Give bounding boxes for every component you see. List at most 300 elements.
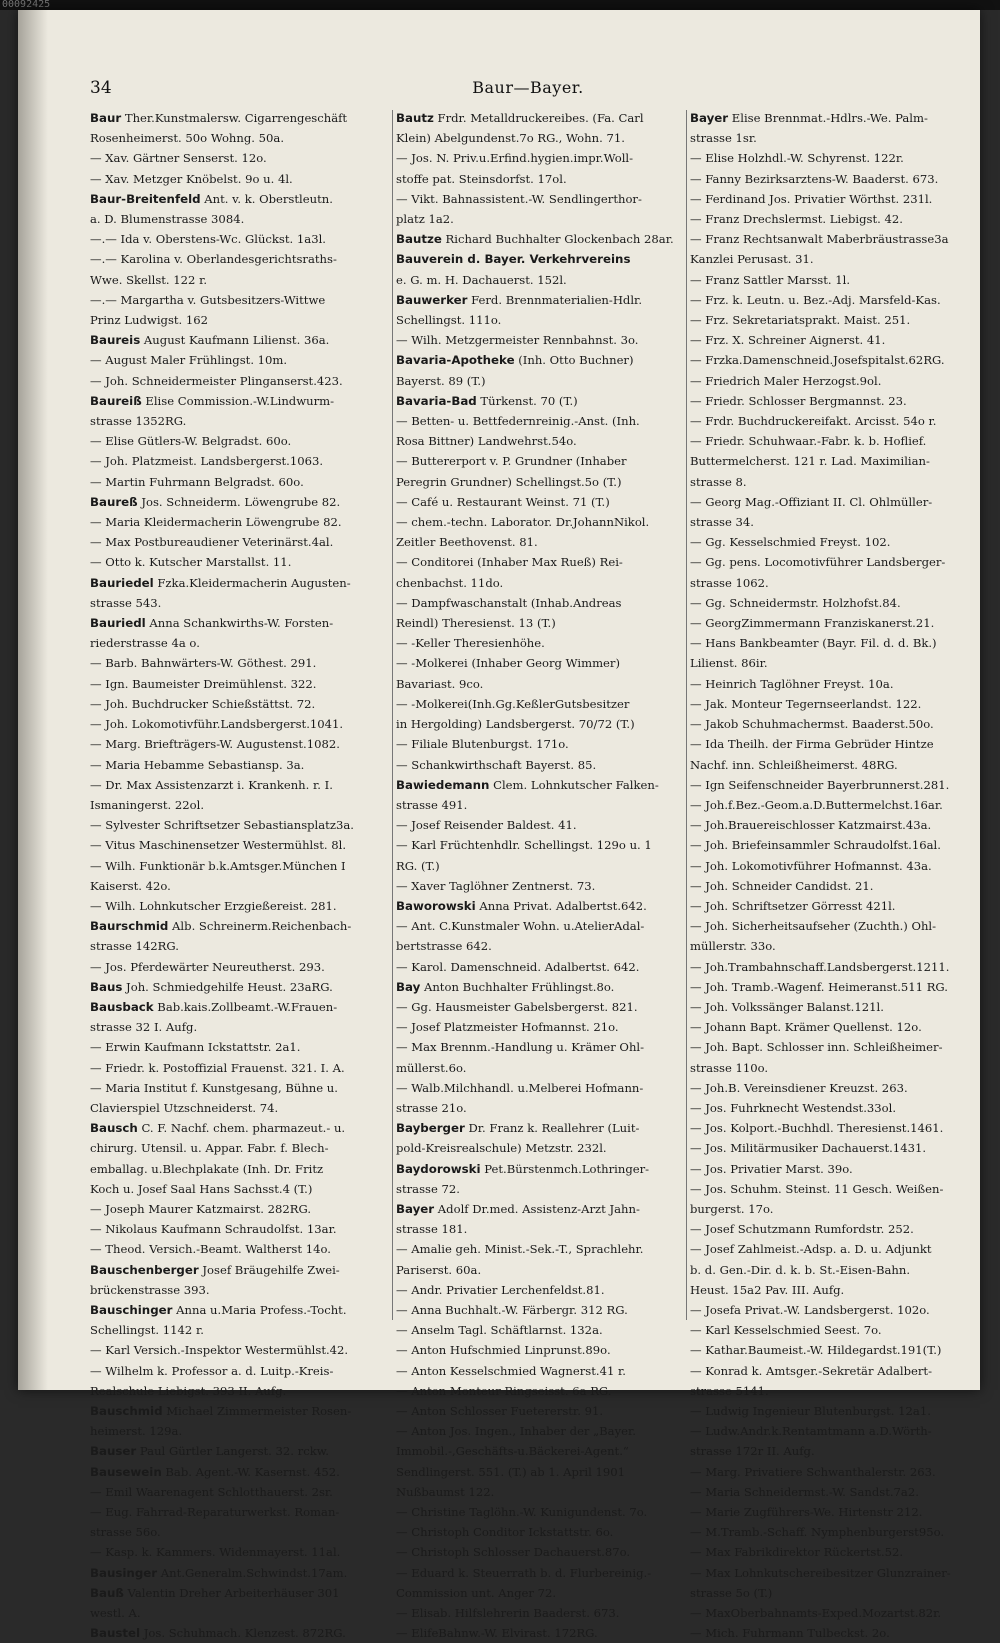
directory-entry-line bbox=[90, 1542, 386, 1562]
directory-entry-line bbox=[90, 169, 386, 189]
entry-text: strasse 491. bbox=[396, 797, 468, 812]
directory-entry-line bbox=[690, 593, 980, 613]
directory-entry-line bbox=[396, 169, 692, 189]
directory-entry-line bbox=[396, 1179, 692, 1199]
directory-entry-line bbox=[690, 350, 980, 370]
entry-surname: Bawiedemann bbox=[396, 777, 490, 792]
entry-text: — Emil Waarenagent Schlotthauerst. 2sr. bbox=[90, 1484, 333, 1499]
entry-text: — Jos. Privatier Marst. 39o. bbox=[690, 1161, 853, 1176]
directory-entry-line bbox=[690, 714, 980, 734]
entry-text: pold-Kreisrealschule) Metzstr. 232l. bbox=[396, 1141, 607, 1156]
directory-entry-line bbox=[396, 1522, 692, 1542]
entry-surname: Bauriedl bbox=[90, 616, 146, 631]
entry-text: — Vitus Maschinensetzer Westermühlst. 8l. bbox=[90, 838, 347, 853]
entry-text: — Betten- u. Bettfedernreinig.-Anst. (Inh. bbox=[396, 414, 640, 429]
directory-entry-line bbox=[396, 1401, 692, 1421]
entry-text: — Frz. Sekretariatsprakt. Maist. 251. bbox=[690, 313, 911, 328]
directory-entry-line bbox=[90, 1482, 386, 1502]
directory-entry-line bbox=[396, 1361, 692, 1381]
entry-text: chirurg. Utensil. u. Appar. Fabr. f. Blech- bbox=[90, 1141, 329, 1156]
entry-text: Alb. Schreinerm.Reichenbach- bbox=[168, 919, 352, 934]
entry-surname: Bauschmid bbox=[90, 1404, 163, 1418]
entry-text: Bab. Agent.-W. Kasernst. 452. bbox=[161, 1464, 340, 1479]
directory-entry-line bbox=[90, 148, 386, 168]
directory-entry-line bbox=[90, 1563, 386, 1583]
entry-text: — Max Postbureaudiener Veterinärst.4al. bbox=[90, 535, 334, 550]
scan-top-band bbox=[0, 0, 1000, 10]
entry-text: — Joh. Platzmeist. Landsbergerst.1063. bbox=[90, 454, 324, 469]
directory-entry-line bbox=[90, 856, 386, 876]
entry-surname: Baustel bbox=[90, 1626, 141, 1641]
entry-text: — Jos. Fuhrknecht Westendst.33ol. bbox=[690, 1100, 897, 1115]
entry-text: Ant. v. k. Oberstleutn. bbox=[200, 191, 333, 206]
entry-text: strasse 5141. bbox=[690, 1383, 769, 1398]
directory-entry-line bbox=[690, 270, 980, 290]
entry-text: Clavierspiel Utzschneiderst. 74. bbox=[90, 1100, 279, 1115]
directory-entry-line bbox=[396, 1502, 692, 1522]
entry-text: — MaxOberbahnamts-Exped.Mozartst.82r. bbox=[690, 1606, 942, 1621]
directory-entry-line bbox=[90, 411, 386, 431]
entry-text: Prinz Ludwigst. 162 bbox=[90, 313, 209, 328]
entry-text: — ElifeBahnw.-W. Elvirast. 172RG. bbox=[396, 1626, 598, 1641]
entry-text: strasse 21o. bbox=[396, 1100, 467, 1115]
directory-entry-line bbox=[90, 350, 386, 370]
directory-entry-line bbox=[690, 916, 980, 936]
directory-entry-line bbox=[90, 209, 386, 229]
directory-entry-line bbox=[690, 755, 980, 775]
entry-text: — Frdr. Buchdruckereifakt. Arcisst. 54o r. bbox=[690, 414, 937, 429]
entry-text: Kaiserst. 42o. bbox=[90, 878, 171, 893]
entry-text: — Christine Taglöhn.-W. Kunigundenst. 7o. bbox=[396, 1505, 648, 1520]
directory-entry-line bbox=[690, 1159, 980, 1179]
entry-text: — Ign. Baumeister Dreimühlenst. 322. bbox=[90, 676, 317, 691]
entry-text: Bab.kais.Zollbeamt.-W.Frauen- bbox=[153, 999, 338, 1014]
entry-text: — Josef Schutzmann Rumfordstr. 252. bbox=[690, 1222, 914, 1237]
directory-entry-line bbox=[396, 1603, 692, 1623]
entry-text: — Maria Kleidermacherin Löwengrube 82. bbox=[90, 515, 342, 530]
entry-text: Joh. Schmiedgehilfe Heust. 23aRG. bbox=[122, 979, 333, 994]
directory-entry-line bbox=[396, 290, 692, 310]
directory-entry-line bbox=[396, 108, 692, 128]
directory-entry-line bbox=[396, 896, 692, 916]
entry-text: — Marie Zugführers-We. Hirtenstr 212. bbox=[690, 1505, 923, 1520]
entry-text: — Vikt. Bahnassistent.-W. Sendlingerthor- bbox=[396, 191, 642, 206]
directory-entry-line bbox=[396, 835, 692, 855]
entry-text: — Ferdinand Jos. Privatier Wörthst. 231l. bbox=[690, 191, 933, 206]
directory-entry-line bbox=[396, 451, 692, 471]
directory-entry-line bbox=[90, 1138, 386, 1158]
entry-text: — Eduard k. Steuerrath b. d. Flurbereinig.- bbox=[396, 1565, 652, 1580]
entry-text: — Anton Jos. Ingen., Inhaber der „Bayer. bbox=[396, 1424, 636, 1439]
entry-text: Wwe. Skellst. 122 r. bbox=[90, 272, 208, 287]
entry-text: —.— Margartha v. Gutsbesitzers-Wittwe bbox=[90, 292, 326, 307]
entry-text: — Ant. C.Kunstmaler Wohn. u.AtelierAdal- bbox=[396, 919, 645, 934]
directory-entry-line bbox=[396, 532, 692, 552]
running-head: Baur—Bayer. bbox=[472, 78, 584, 97]
directory-entry-line bbox=[690, 431, 980, 451]
directory-entry-line bbox=[396, 593, 692, 613]
directory-entry-line bbox=[90, 1260, 386, 1280]
entry-text: Immobil.-,Geschäfts-u.Bäckerei-Agent.“ bbox=[396, 1444, 629, 1459]
entry-text: — GeorgZimmermann Franziskanerst.21. bbox=[690, 616, 935, 631]
directory-entry-line bbox=[90, 1320, 386, 1340]
entry-text: — Joh. Lokomotivführer Hofmannst. 43a. bbox=[690, 858, 932, 873]
directory-entry-line bbox=[90, 1462, 386, 1482]
directory-entry-line bbox=[90, 1199, 386, 1219]
directory-entry-line bbox=[396, 714, 692, 734]
entry-text: Ismaningerst. 22ol. bbox=[90, 797, 205, 812]
entry-text: — Martin Fuhrmann Belgradst. 60o. bbox=[90, 474, 304, 489]
directory-entry-line bbox=[90, 1361, 386, 1381]
entry-surname: Baur-Breitenfeld bbox=[90, 191, 201, 206]
entry-surname: Bausewein bbox=[90, 1464, 162, 1479]
entry-text: — Joh.Brauereischlosser Katzmairst.43a. bbox=[690, 818, 932, 833]
directory-entry-line bbox=[90, 189, 386, 209]
entry-text: — Kasp. k. Kammers. Widenmayerst. 11al. bbox=[90, 1545, 341, 1560]
entry-text: — Jos. N. Priv.u.Erfind.hygien.impr.Woll- bbox=[396, 151, 634, 166]
directory-entry-line bbox=[90, 1280, 386, 1300]
directory-entry-line bbox=[690, 835, 980, 855]
directory-entry-line bbox=[90, 1502, 386, 1522]
entry-text: — Theod. Versich.-Beamt. Waltherst 14o. bbox=[90, 1242, 331, 1257]
entry-text: — Walb.Milchhandl. u.Melberei Hofmann- bbox=[396, 1080, 644, 1095]
entry-text: — Andr. Privatier Lerchenfeldst.81. bbox=[396, 1282, 605, 1297]
directory-entry-line bbox=[90, 1340, 386, 1360]
entry-text: — Dampfwaschanstalt (Inhab.Andreas bbox=[396, 595, 622, 610]
directory-entry-line bbox=[396, 1421, 692, 1441]
entry-text: — Marg. Privatiere Schwanthalerstr. 263. bbox=[690, 1464, 936, 1479]
entry-text: bertstrasse 642. bbox=[396, 939, 492, 954]
directory-entry-line bbox=[396, 229, 692, 249]
entry-text: — Hans Bankbeamter (Bayr. Fil. d. d. Bk.) bbox=[690, 636, 937, 651]
directory-entry-line bbox=[396, 411, 692, 431]
entry-text: — Friedr. Schuhwaar.-Fabr. k. b. Hoflief. bbox=[690, 434, 927, 449]
entry-text: strasse 172r II. Aufg. bbox=[690, 1444, 815, 1459]
entry-text: — Jos. Pferdewärter Neureutherst. 293. bbox=[90, 959, 325, 974]
directory-entry-line bbox=[396, 270, 692, 290]
entry-text: — Otto k. Kutscher Marstallst. 11. bbox=[90, 555, 292, 570]
directory-entry-line bbox=[90, 552, 386, 572]
directory-entry-line bbox=[396, 1482, 692, 1502]
directory-entry-line bbox=[396, 573, 692, 593]
entry-text: — Maria Schneidermst.-W. Sandst.7a2. bbox=[690, 1484, 919, 1499]
directory-entry-line bbox=[690, 1219, 980, 1239]
entry-text: strasse 1062. bbox=[690, 575, 769, 590]
entry-surname: Bausch bbox=[90, 1121, 138, 1136]
entry-text: Bayerst. 89 (T.) bbox=[396, 373, 486, 388]
directory-entry-line bbox=[90, 1078, 386, 1098]
directory-entry-line bbox=[90, 1017, 386, 1037]
entry-text: Richard Buchhalter Glockenbach 28ar. bbox=[441, 232, 674, 247]
entry-text: — Max Lohnkutschereibesitzer Glunzrainer- bbox=[690, 1565, 951, 1580]
directory-entry-line bbox=[90, 371, 386, 391]
directory-entry-line bbox=[690, 290, 980, 310]
directory-entry-line bbox=[90, 936, 386, 956]
directory-entry-line bbox=[690, 815, 980, 835]
entry-text: — Josef Reisender Baldest. 41. bbox=[396, 818, 577, 833]
entry-text: — Joh. Schriftsetzer Görresst 421l. bbox=[690, 898, 896, 913]
entry-text: Nußbaumst 122. bbox=[396, 1484, 495, 1499]
directory-entry-line bbox=[396, 876, 692, 896]
entry-text: strasse 142RG. bbox=[90, 939, 179, 954]
entry-text: Frdr. Metalldruckereibes. (Fa. Carl bbox=[433, 111, 644, 125]
directory-entry-line bbox=[690, 330, 980, 350]
directory-entry-line bbox=[90, 1058, 386, 1078]
directory-entry-line bbox=[690, 1260, 980, 1280]
directory-entry-line bbox=[90, 270, 386, 290]
directory-entry-line bbox=[396, 472, 692, 492]
entry-text: — Josef Platzmeister Hofmannst. 21o. bbox=[396, 1020, 619, 1035]
entry-text: — Joh. Briefeinsammler Schraudolfst.16al. bbox=[690, 838, 941, 853]
entry-text: müllerstr. 33o. bbox=[690, 939, 776, 954]
entry-text: — Joh. Schneider Candidst. 21. bbox=[690, 878, 874, 893]
entry-text: — Mich. Fuhrmann Tulbeckst. 2o. bbox=[690, 1626, 890, 1641]
entry-text: — Buttererport v. P. Grundner (Inhaber bbox=[396, 454, 627, 469]
directory-entry-line bbox=[690, 997, 980, 1017]
entry-text: — Anton Monteur Ringseisst. 6a RG. bbox=[396, 1383, 612, 1398]
entry-text: — Sylvester Schriftsetzer Sebastiansplatz3a. bbox=[90, 818, 354, 833]
entry-surname: Bauverein d. Bayer. Verkehrvereins bbox=[396, 252, 631, 267]
entry-surname: Baus bbox=[90, 979, 123, 994]
entry-text: — Anton Schlosser Fuetererstr. 91. bbox=[396, 1404, 604, 1418]
entry-text: — Ign Seifenschneider Bayerbrunnerst.281. bbox=[690, 777, 950, 792]
directory-entry-line bbox=[90, 1603, 386, 1623]
entry-text: in Hergolding) Landsbergerst. 70/72 (T.) bbox=[396, 717, 635, 732]
entry-text: — Fanny Bezirksarztens-W. Baaderst. 673. bbox=[690, 171, 939, 186]
directory-entry-line bbox=[90, 512, 386, 532]
entry-text: Dr. Franz k. Reallehrer (Luit- bbox=[464, 1121, 640, 1136]
entry-text: — Jos. Kolport.-Buchhdl. Theresienst.1461. bbox=[690, 1121, 944, 1136]
entry-text: — Joh.Trambahnschaff.Landsbergerst.1211. bbox=[690, 959, 950, 974]
directory-entry-line bbox=[396, 189, 692, 209]
directory-entry-line bbox=[396, 957, 692, 977]
directory-entry-line bbox=[90, 593, 386, 613]
entry-text: — Georg Mag.-Offiziant II. Cl. Ohlmüller- bbox=[690, 494, 933, 509]
entry-text: — Friedr. k. Postoffizial Frauenst. 321. I. A. bbox=[90, 1060, 345, 1075]
directory-entry-line bbox=[690, 1502, 980, 1522]
entry-text: — Anna Buchhalt.-W. Färbergr. 312 RG. bbox=[396, 1302, 628, 1317]
entry-text: — Joh. Sicherheitsaufseher (Zuchth.) Ohl- bbox=[690, 919, 937, 934]
directory-entry-line bbox=[690, 1098, 980, 1118]
entry-text: — Elisab. Hilfslehrerin Baaderst. 673. bbox=[396, 1606, 620, 1621]
directory-entry-line bbox=[690, 128, 980, 148]
directory-entry-line bbox=[396, 1260, 692, 1280]
column-3 bbox=[690, 108, 980, 1643]
entry-text: westl. A. bbox=[90, 1606, 141, 1621]
directory-entry-line bbox=[690, 472, 980, 492]
entry-text: (Inh. Otto Buchner) bbox=[514, 353, 634, 368]
directory-entry-line bbox=[690, 896, 980, 916]
directory-entry-line bbox=[690, 532, 980, 552]
entry-text: heimerst. 129a. bbox=[90, 1424, 183, 1439]
entry-text: — Gg. Schneidermstr. Holzhofst.84. bbox=[690, 595, 901, 610]
entry-text: — Friedrich Maler Herzogst.9ol. bbox=[690, 373, 882, 388]
directory-entry-line bbox=[690, 108, 980, 128]
entry-text: Reindl) Theresienst. 13 (T.) bbox=[396, 616, 556, 631]
directory-entry-line bbox=[690, 1017, 980, 1037]
entry-text: Heust. 15a2 Pav. III. Aufg. bbox=[690, 1282, 845, 1297]
directory-entry-line bbox=[690, 1118, 980, 1138]
entry-text: Sendlingerst. 551. (T.) ab 1. April 1901 bbox=[396, 1464, 626, 1479]
entry-text: — Frz. k. Leutn. u. Bez.-Adj. Marsfeld-Kas. bbox=[690, 292, 941, 307]
entry-text: — Eug. Fahrrad-Reparaturwerkst. Roman- bbox=[90, 1505, 340, 1520]
entry-text: Lilienst. 86ir. bbox=[690, 656, 768, 671]
entry-text: — Ludw.Andr.k.Rentamtmann a.D.Wörth- bbox=[690, 1424, 932, 1439]
directory-entry-line bbox=[90, 1037, 386, 1057]
entry-surname: Bautz bbox=[396, 111, 434, 125]
entry-surname: Bauschenberger bbox=[90, 1262, 199, 1277]
directory-entry-line bbox=[90, 1159, 386, 1179]
entry-text: brückenstrasse 393. bbox=[90, 1282, 210, 1297]
entry-text: — Joh. Tramb.-Wagenf. Heimeranst.511 RG. bbox=[690, 979, 948, 994]
entry-text: — Josefa Privat.-W. Landsbergerst. 102o. bbox=[690, 1302, 930, 1317]
directory-entry-line bbox=[690, 1583, 980, 1603]
entry-text: — Kathar.Baumeist.-W. Hildegardst.191(T.) bbox=[690, 1343, 942, 1358]
directory-entry-line bbox=[690, 249, 980, 269]
directory-entry-line bbox=[396, 1340, 692, 1360]
column-1 bbox=[90, 108, 386, 1643]
entry-text: — Nikolaus Kaufmann Schraudolfst. 13ar. bbox=[90, 1222, 337, 1237]
entry-text: — Wilh. Lohnkutscher Erzgießereist. 281. bbox=[90, 898, 337, 913]
entry-text: Pet.Bürstenmch.Lothringer- bbox=[480, 1161, 650, 1176]
directory-entry-line bbox=[396, 1118, 692, 1138]
entry-text: Realschule Liebigst. 393 II. Aufg. bbox=[90, 1383, 287, 1398]
entry-text: — Joh.f.Bez.-Geom.a.D.Buttermelchst.16ar. bbox=[690, 797, 943, 812]
entry-surname: Bay bbox=[396, 979, 421, 994]
directory-entry-line bbox=[690, 653, 980, 673]
entry-text: Anton Buchhalter Frühlingst.8o. bbox=[420, 979, 615, 994]
entry-text: — Schankwirthschaft Bayerst. 85. bbox=[396, 757, 597, 772]
entry-text: — Anton Kesselschmied Wagnerst.41 r. bbox=[396, 1363, 626, 1378]
directory-entry-line bbox=[690, 552, 980, 572]
page-number: 34 bbox=[90, 78, 112, 98]
entry-text: burgerst. 17o. bbox=[690, 1201, 774, 1216]
directory-entry-line bbox=[396, 1381, 692, 1401]
entry-text: — Joh. Volkssänger Balanst.121l. bbox=[690, 999, 884, 1014]
entry-text: August Kaufmann Lilienst. 36a. bbox=[140, 333, 330, 348]
entry-text: — Café u. Restaurant Weinst. 71 (T.) bbox=[396, 494, 610, 509]
directory-entry-line bbox=[90, 1583, 386, 1603]
entry-surname: Bayer bbox=[690, 111, 729, 125]
directory-entry-line bbox=[690, 936, 980, 956]
entry-text: — Xav. Gärtner Senserst. 12o. bbox=[90, 151, 267, 166]
entry-text: stoffe pat. Steinsdorfst. 17ol. bbox=[396, 171, 567, 186]
directory-entry-line bbox=[396, 1542, 692, 1562]
entry-text: — Heinrich Taglöhner Freyst. 10a. bbox=[690, 676, 894, 691]
directory-entry-line bbox=[690, 1300, 980, 1320]
entry-text: — Joh. Bapt. Schlosser inn. Schleißheimer- bbox=[690, 1040, 943, 1055]
directory-entry-line bbox=[690, 795, 980, 815]
directory-entry-line bbox=[396, 916, 692, 936]
entry-text: RG. (T.) bbox=[396, 858, 440, 873]
entry-surname: Bauriedel bbox=[90, 575, 154, 590]
column-divider bbox=[392, 110, 393, 1320]
entry-text: — August Maler Frühlingst. 10m. bbox=[90, 353, 288, 368]
entry-text: — Joh.B. Vereinsdiener Kreuzst. 263. bbox=[690, 1080, 908, 1095]
directory-entry-line bbox=[90, 997, 386, 1017]
entry-text: — Karl Versich.-Inspektor Westermühlst.42. bbox=[90, 1343, 349, 1358]
directory-entry-line bbox=[396, 613, 692, 633]
directory-entry-line bbox=[690, 1381, 980, 1401]
entry-text: — Joh. Lokomotivführ.Landsbergerst.1041. bbox=[90, 717, 344, 732]
directory-entry-line bbox=[690, 876, 980, 896]
entry-text: Fzka.Kleidermacherin Augusten- bbox=[153, 575, 351, 590]
directory-entry-line bbox=[90, 229, 386, 249]
entry-text: — Gg. pens. Locomotivführer Landsberger- bbox=[690, 555, 946, 570]
entry-text: — Ida Theilh. der Firma Gebrüder Hintze bbox=[690, 737, 934, 752]
entry-surname: Bayberger bbox=[396, 1121, 465, 1136]
entry-text: Ant.Generalm.Schwindst.17am. bbox=[157, 1565, 348, 1580]
entry-text: Peregrin Grundner) Schellingst.5o (T.) bbox=[396, 474, 622, 489]
directory-page bbox=[18, 10, 980, 1641]
directory-entry-line bbox=[690, 1058, 980, 1078]
entry-text: strasse 32 I. Aufg. bbox=[90, 1020, 198, 1035]
directory-entry-line bbox=[90, 714, 386, 734]
directory-entry-line bbox=[396, 856, 692, 876]
directory-entry-line bbox=[690, 148, 980, 168]
directory-entry-line bbox=[690, 492, 980, 512]
entry-text: — Karl Früchtenhdlr. Schellingst. 129o u. 1 bbox=[396, 838, 652, 853]
directory-entry-line bbox=[396, 492, 692, 512]
directory-entry-line bbox=[396, 249, 692, 269]
entry-text: Bavariast. 9co. bbox=[396, 676, 484, 691]
entry-text: — Wilhelm k. Professor a. d. Luitp.-Kreis- bbox=[90, 1363, 334, 1378]
directory-entry-line bbox=[690, 1401, 980, 1421]
entry-text: strasse 72. bbox=[396, 1181, 460, 1196]
directory-entry-line bbox=[690, 1563, 980, 1583]
entry-text: — Ludwig Ingenieur Blutenburgst. 12a1. bbox=[690, 1404, 931, 1418]
entry-text: b. d. Gen.-Dir. d. k. b. St.-Eisen-Bahn. bbox=[690, 1262, 911, 1277]
directory-entry-line bbox=[396, 1219, 692, 1239]
entry-text: —.— Ida v. Oberstens-Wc. Glückst. 1a3l. bbox=[90, 232, 326, 247]
entry-text: — Wilh. Metzgermeister Rennbahnst. 3o. bbox=[396, 333, 639, 348]
entry-text: Elise Commission.-W.Lindwurm- bbox=[141, 393, 335, 408]
entry-surname: Baureß bbox=[90, 494, 138, 509]
directory-entry-line bbox=[690, 189, 980, 209]
directory-entry-line bbox=[90, 613, 386, 633]
entry-text: Jos. Schuhmach. Klenzest. 872RG. bbox=[140, 1626, 346, 1641]
directory-entry-line bbox=[690, 1361, 980, 1381]
directory-entry-line bbox=[90, 835, 386, 855]
directory-entry-line bbox=[396, 350, 692, 370]
entry-surname: Bauser bbox=[90, 1444, 137, 1459]
entry-text: — Max Fabrikdirektor Rückertst.52. bbox=[690, 1545, 904, 1560]
directory-entry-line bbox=[90, 1179, 386, 1199]
entry-text: — Frzka.Damenschneid.Josefspitalst.62RG. bbox=[690, 353, 945, 368]
directory-entry-line bbox=[690, 613, 980, 633]
directory-entry-line bbox=[90, 734, 386, 754]
directory-entry-line bbox=[90, 128, 386, 148]
directory-entry-line bbox=[90, 492, 386, 512]
entry-text: — -Molkerei (Inhaber Georg Wimmer) bbox=[396, 656, 620, 671]
entry-text: Elise Brennmat.-Hdlrs.-We. Palm- bbox=[728, 111, 928, 125]
directory-entry-line bbox=[690, 1320, 980, 1340]
entry-text: — Maria Institut f. Kunstgesang, Bühne u. bbox=[90, 1080, 338, 1095]
directory-entry-line bbox=[90, 1441, 386, 1461]
directory-entry-line bbox=[690, 1482, 980, 1502]
directory-entry-line bbox=[90, 755, 386, 775]
directory-entry-line bbox=[396, 1583, 692, 1603]
directory-entry-line bbox=[690, 1462, 980, 1482]
directory-entry-line bbox=[690, 512, 980, 532]
entry-text: Anna Schankwirths-W. Forsten- bbox=[145, 616, 334, 631]
directory-entry-line bbox=[90, 330, 386, 350]
directory-entry-line bbox=[690, 734, 980, 754]
entry-text: — Joseph Maurer Katzmairst. 282RG. bbox=[90, 1201, 312, 1216]
entry-text: — Elise Gütlers-W. Belgradst. 60o. bbox=[90, 434, 292, 449]
directory-entry-line bbox=[396, 775, 692, 795]
entry-text: Schellingst. 1142 r. bbox=[90, 1323, 204, 1338]
